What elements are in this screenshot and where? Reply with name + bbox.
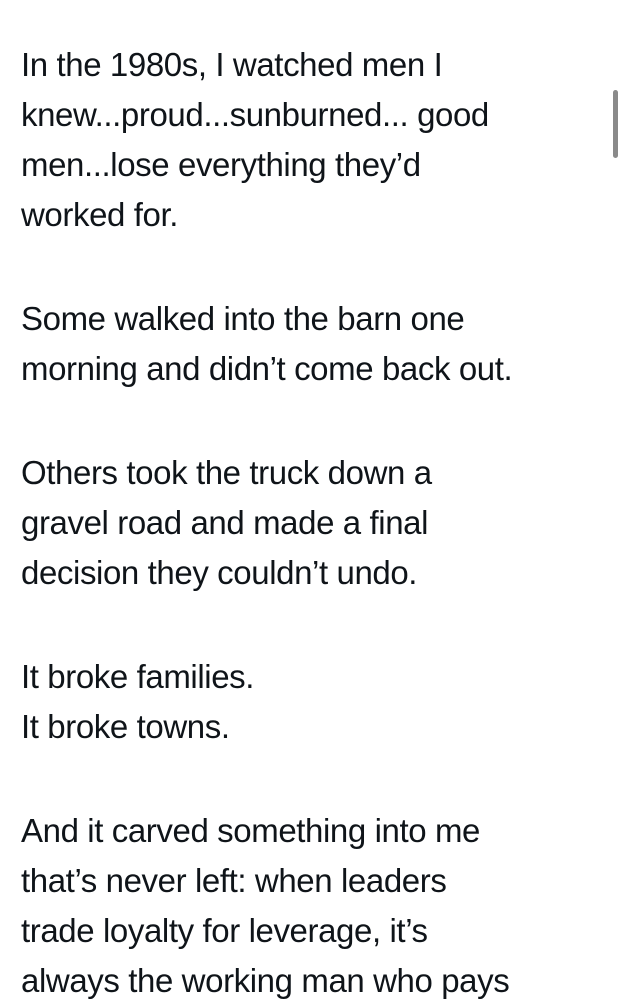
text-line: Some walked into the barn one (21, 300, 465, 337)
text-line: morning and didn’t come back out. (21, 350, 513, 387)
text-line: And it carved something into me (21, 812, 481, 849)
text-line: always the working man who pays (21, 962, 510, 999)
text-line: worked for. (21, 196, 179, 233)
text-line: gravel road and made a final (21, 504, 429, 541)
paragraph (21, 806, 595, 1000)
text-line: In the 1980s, I watched men I (21, 46, 443, 83)
scrollbar-track[interactable] (613, 0, 625, 1000)
text-line: trade loyalty for leverage, it’s (21, 912, 428, 949)
paragraph (21, 652, 595, 752)
text-line: decision they couldn’t undo. (21, 554, 418, 591)
scrollbar-thumb[interactable] (613, 90, 618, 158)
text-line: men...lose everything they’d (21, 146, 421, 183)
paragraph (21, 40, 595, 240)
text-line: that’s never left: when leaders (21, 862, 447, 899)
text-line: It broke towns. (21, 708, 230, 745)
paragraph (21, 294, 595, 394)
text-line: knew...proud...sunburned... good (21, 96, 489, 133)
text-line: It broke families. (21, 658, 255, 695)
text-line: Others took the truck down a (21, 454, 432, 491)
paragraph (21, 448, 595, 598)
